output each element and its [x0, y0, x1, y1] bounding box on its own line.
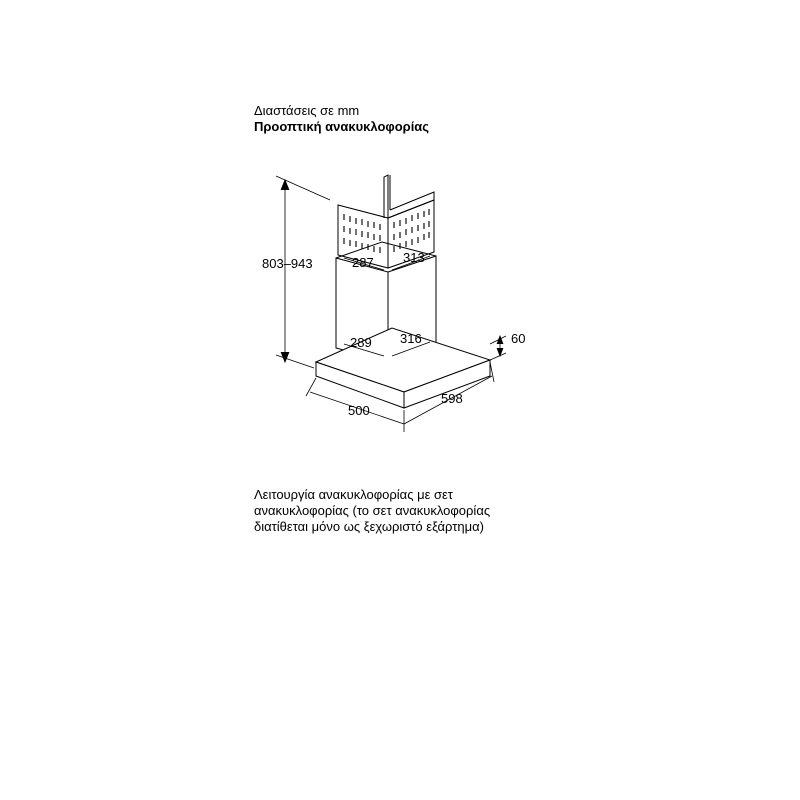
recirculation-note — [254, 487, 554, 535]
units-subtitle: Διαστάσεις σε mm — [254, 103, 360, 118]
note-line-3: διατίθεται μόνο ως ξεχωριστό εξάρτημα) — [254, 519, 484, 534]
upper-chimney-width-label: 313 — [403, 250, 425, 265]
note-line-2: ανακυκλοφορίας (το σετ ανακυκλοφορίας — [254, 503, 491, 518]
lower-chimney-depth-label: 289 — [350, 335, 372, 350]
canopy-depth-label: 500 — [348, 403, 370, 418]
view-title: Προοπτική ανακυκλοφορίας — [254, 119, 430, 134]
note-line-1: Λειτουργία ανακυκλοφορίας με σετ — [254, 487, 453, 502]
canopy-height-label: 60 — [511, 331, 526, 346]
upper-chimney-depth-label: 287 — [352, 255, 374, 270]
lower-chimney-width-label: 316 — [400, 331, 422, 346]
height-dimension-label: 803–943 — [262, 256, 313, 271]
canopy-width-label: 598 — [441, 391, 463, 406]
